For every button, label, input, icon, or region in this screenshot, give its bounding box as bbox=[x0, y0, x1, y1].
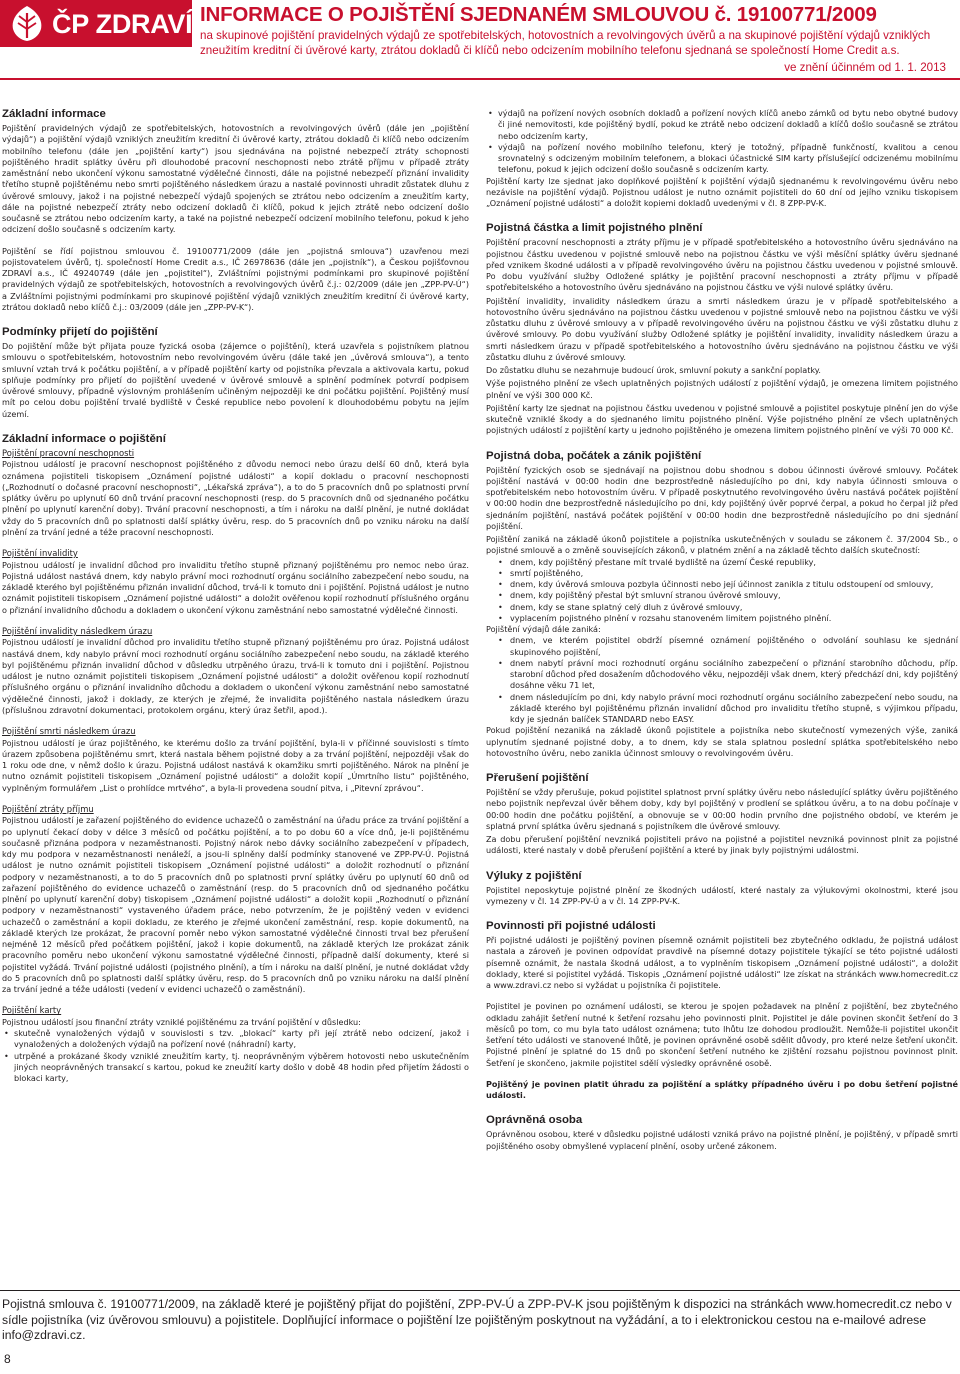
paragraph: Pojištění karty lze sjednat jako doplňkové pojištění k pojištění výdajů sjednanému k revolvingovému úvěru nebo nezávisle na pojištění výdajů. Pojistnou událost je nutno oznámit pojistiteli do 60 dní od jejího vzniku tiskopisem „Oznámení pojistné události“ a doložit kopiemi dokladů uvedenými v čl. 8 ZPP-PV-K. bbox=[486, 175, 958, 208]
paragraph: Oprávněnou osobou, které v důsledku pojistné události vzniká právo na pojistné plnění, je pojištěný, v případě smrti pojištěného osoby obmyšlené vyplacení plnění, osoby určené zákonem. bbox=[486, 1129, 958, 1151]
paragraph: Pojištění invalidity, invalidity následkem úrazu a smrti následkem úrazu je v případě spotřebitelského a hotovostního úvěru sjednáváno na pojistnou částku uvedenou v pojistné smlouvě nebo na pojistnou částku ve výši zůstatku dluhu z úvěrové smlouvy a v případě revolvingového úvěru na pojistnou částku ve výši zůstatku dluhu z úvěrové smlouvy. Po dobu využívání služby Odložené splátky je pojištění invalidity, invalidity následkem úrazu a smrti následkem úrazu v případě spotřebitelského a hotovostního úvěru sjednáváno na pojistnou částku ve výši zůstatku dluhu z úvěrové smlouvy. bbox=[486, 295, 958, 362]
paragraph: Za dobu přerušení pojištění nevzniká pojistiteli právo na pojistné a pojistitel nevzniká povinnost plnit za pojistné události, které nastaly v době přerušení pojištění a které by jinak byly pojistnými událostmi. bbox=[486, 834, 958, 856]
list-item: • dnem, kdy se stane splatný celý dluh z úvěrové smlouvy, bbox=[486, 602, 958, 613]
section-heading-break: Přerušení pojištění bbox=[486, 772, 589, 784]
logo-wordmark: ČP ZDRAVÍ bbox=[52, 9, 193, 39]
paragraph: Pojištění zaniká na základě úkonů pojistitele a pojistníka uskutečněných v souladu se zákonem č. 37/2004 Sb., o pojistné smlouvě a o změně souvisejících zákonů, v platném znění a na základě těchto dalších skutečností: bbox=[486, 534, 958, 556]
termination-list-2 bbox=[486, 635, 958, 725]
paragraph: Pojištění výdajů dále zaniká: bbox=[486, 624, 601, 634]
subheading-death: Pojištění smrti následkem úrazu bbox=[2, 726, 136, 736]
header-divider bbox=[0, 78, 960, 80]
paragraph: Pojistitel neposkytuje pojistné plnění ze škodných událostí, které nastaly za výlukovými okolnostmi, které jsou vymezeny v čl. 14 ZPP-PV-Ú a v čl. 14 ZPP-PV-K. bbox=[486, 884, 958, 906]
paragraph: Pojistnou událostí je invalidní důchod pro invaliditu třetího stupně přiznaný pojištěnému pro nemoc nebo úraz. Pojistná událost nastává dnem, kdy nabylo právní moci rozhodnutí orgánu sociálního zabezpečení nebo soudu, na základě kterého byl pojištěnému přiznán invalidní důchod, trvá-li k tomuto dni i pojištění. Pojistná událost je nutno oznámit pojistiteli tiskopisem „Oznámení pojistné události“ a doložit ověřenou kopií rozhodnutí příslušného orgánu o přiznání invalidního důchodu a dokladem o ukončení výkonu zaměstnání nebo samostatné výdělečné činnosti. bbox=[2, 559, 469, 615]
section-heading-amount: Pojistná částka a limit pojistného plnění bbox=[486, 222, 703, 235]
brand-logo bbox=[0, 0, 192, 47]
paragraph: Při pojistné události je pojištěný povinen písemně oznámit pojistiteli bez zbytečného odkladu, že pojistná událost nastala a zároveň je povinen odpovídat pravdivě na písemné dotazy pojistitele týkající se této pojistné události písemně oznámit, že nastala škodná událost, a to vyplněním tiskopisem „Oznámení pojistné události“, a doložit doklady, které si pojistitel vyžádá. Tiskopis „Oznámení pojistné události“ lze získat na stránkách www.homecredit.cz a www.zdravi.cz nebo si vyžádat u pojistníka či pojistitele. bbox=[486, 935, 958, 990]
subheading-incapacity: Pojištění pracovní neschopnosti bbox=[2, 447, 135, 458]
list-item: • dnem nabytí právní moci rozhodnutí orgánu sociálního zabezpečení o přiznání starobního důchodu, příp. starobní důchod před dosažením důchodového věku, nejpozději však dnem, který předchází dni, kdy pojištěný dosáhne věku 71 let, bbox=[486, 658, 958, 692]
card-list bbox=[2, 1028, 469, 1084]
list-item: • dnem, kdy pojištěný přestal být smluvní stranou úvěrové smlouvy, bbox=[486, 590, 958, 601]
termination-list bbox=[486, 557, 958, 625]
leaf-logo-icon bbox=[8, 5, 46, 42]
list-item: • dnem, kdy pojištěný přestane mít trvalé bydliště na území České republiky, bbox=[486, 557, 958, 568]
section-heading-authorized: Oprávněná osoba bbox=[486, 1114, 583, 1127]
paragraph-bold: Pojištěný je povinen platit úhradu za pojištění a splátky případného úvěru i po dobu šetření pojistné události. bbox=[486, 1078, 958, 1100]
subheading-invalidity-injury: Pojištění invalidity následkem úrazu bbox=[2, 625, 153, 636]
paragraph: Pojistnou událostí je zařazení pojištěného do evidence uchazečů o zaměstnání na úřadu práce za trvání pojištění a po uplynutí čekací doby v délce 3 měsíců od počátku pojištění, a to po dobu 60 a více dnů, je-li pojištěnému současně přiznána podpora v nezaměstnanosti. Pojistný nárok nebo dávky sociálního zabezpečení v případech, kdy mu podpora v nezaměstnanosti nenáleží, a jsou-li splněny další podmínky stanovené ve ZPP-PV-Ú. Pojistná událost je nutno oznámit pojistiteli tiskopisem „Oznámení pojistné události“ a doložit rozhodnutí o přiznání podpory v nezaměstnanosti, a to do 5 pracovních dnů po splatnosti první splátky úvěru po uplynutí 60 dnů od zařazení pojištěného do evidence uchazečů o zaměstnání (resp. do 5 pracovních dnů od sjednaného počátku plnění po uplynutí karenční doby) tiskopisem „Oznámení pojistné události“ a doložit kopii „Rozhodnutí o přiznání podpory v nezaměstnanosti“ vystaveného úřadem práce, nebo potvrzením, že je pojištěný veden v evidenci uchazečů o zaměstnání a kopii dokladu, ze kterého je zřejmé ukončení zaměstnání, resp. kopie dokumentů, na základě kterých lze prokázat, že pracovní poměr nebo výkon samostatné výdělečné činnosti trval bez přerušení nejméně 12 měsíců před počátkem pojištění, jakož i kopie dokumentů, na základě kterých lze prokázat zánik pracovního poměru nebo ukončení výkonu samostatné výdělečné činnosti, případně další dokumenty, které si pojistitel vyžádá. Trvání pojistné události (pojistného plnění), a tím i nároku na další plnění, je nutné dokládat vždy do 5 pracovních dnů po splatnosti další splátky úvěru, resp. do 5 pracovních dnů po vzniku nároku na další plnění za trvání jedné a téže události (vedení v evidenci uchazečů o zaměstnání). bbox=[2, 815, 469, 994]
subheading-income: Pojištění ztráty příjmu bbox=[2, 803, 94, 814]
left-column bbox=[2, 108, 469, 1084]
paragraph: Pojištění pracovní neschopnosti a ztráty příjmu je v případě spotřebitelského a hotovostního úvěru sjednáváno na pojistnou částku uvedenou v pojistné smlouvě nebo na pojistnou částku ve výši měsíční splátky úvěru sjednané před vznikem škodné události a v případě revolvingového úvěru na pojistnou částku uvedenou v pojistné smlouvě. Po dobu využívání služby Odložené splátky je pojištění pracovní neschopnosti a ztráty příjmu v případě spotřebitelského a hotovostního úvěru sjednáváno na pojistnou částku ve výši nulové splátky úvěru. bbox=[486, 237, 958, 293]
section-heading-info: Základní informace o pojištění bbox=[2, 432, 166, 445]
footer-divider bbox=[0, 1290, 960, 1291]
paragraph: Výše pojistného plnění ze všech uplatněných pojistných událostí z pojištění výdajů, je omezena limitem pojistného plnění ve výši 300 000 Kč. bbox=[486, 378, 958, 400]
document-subtitle: na skupinové pojištění pravidelných výdajů ze spotřebitelských, hotovostních a revolvingových úvěrů a na skupinové pojištění výdajů vzniklých zneužitím kreditní či úvěrové karty, ztrátou dokladů či klíčů nebo odcizením mobilního telefonu sjednaná se společností Home Credit a.s. bbox=[200, 29, 931, 57]
paragraph: Do zůstatku dluhu se nezahrnuje budoucí úrok, smluvní pokuty a sankční poplatky. bbox=[486, 365, 821, 375]
page-number: 8 bbox=[4, 1352, 11, 1366]
list-item: • smrtí pojištěného, bbox=[486, 568, 958, 579]
paragraph: Pojistnou událostí je pracovní neschopnost pojištěného z důvodu nemoci nebo úrazu delší 60 dnů, která byla oznámena pojistiteli tiskopisem „Oznámení pojistné události“ a kopií dokladu o pracovní neschopnosti („Rozhodnutí o dočasné pracovní neschopnosti“, „Lékařská zpráva“), a to do 5 pracovních dnů po splatnosti první splátky úvěru po uplynutí 60 dnů trvání pracovní neschopnosti (resp. do 5 pracovních dnů od sjednaného počátku plnění po uplynutí karenční doby). Trvání pracovní neschopnosti, a tím i nároku na další plnění, je nutné dokládat vždy do 5 pracovních dnů po splatnosti další splátky úvěru, resp. do 5 pracovních dnů po vzniku nároku na další plnění za trvání jedné a téže pracovní neschopnosti. bbox=[2, 459, 469, 537]
paragraph: Pojištění se řídí pojistnou smlouvou č. 19100771/2009 (dále jen „pojistná smlouva“) uzavřenou mezi pojistovatelem úvěrů, tj. společností Home Credit a.s., IČ 26978636 (dále jen „pojistník“), a Českou pojišťovnou ZDRAVÍ a.s., IČ 49240749 (dále jen „pojistitel“), Zvláštními pojistnými podmínkami pro skupinové pojištění pravidelných výdajů ze spotřebitelských, hotovostních a revolvingových úvěrů č.j.: 02/2009 (dále jen „ZPP-PV-Ú“) a Zvláštními pojistnými podmínkami pro skupinové pojištění výdajů vzniklých zneužitím kreditní či úvěrové karty, ztrátou dokladů nebo klíčů č.j.: 03/2009 (dále jen „ZPP-PV-K“). bbox=[2, 245, 469, 312]
footer-note: Pojistná smlouva č. 19100771/2009, na základě které je pojištěný přijat do pojištění, ZPP-PV-Ú a ZPP-PV-K jsou pojištěným k dispozici na stránkách www.homecredit.cz nebo v sídle pojistníka (viz úvěrovou smlouvu) a pojistitele. Doplňující informace o pojištění lze pojištěným poskytnout na vyžádání, a to i elektronickou cestou na e-mailové adrese info@zdravi.cz. bbox=[2, 1297, 952, 1342]
paragraph: Pojištění pravidelných výdajů ze spotřebitelských, hotovostních a revolvingových úvěrů (dále jen „pojištění výdajů“) a pojištění výdajů vzniklých zneužitím kreditní či úvěrové karty, ztrátou dokladů či klíčů nebo odcizením mobilního telefonu (dále jen „pojištění karty“) jsou sjednávána na pojistné nebezpečí ztráty schopnosti pojištěného hradit splátky úvěru při dlouhodobé pracovní neschopnosti nebo ztrátě příjmu v případě ztráty zaměstnání nebo ukončení výkonu samostatné výdělečné činnosti, dále na pojistné nebezpečí přiznání invalidity třetího stupně pojištěnému nebo smrti pojištěného následkem úrazu a nastalé povinnosti uhradit zůstatek dluhu z úvěrové smlouvy, jakož i na pojistné nebezpečí výdajů spojených se ztrátou nebo odcizením a zneužitím karty, dále na pojistné nebezpečí ztráty nebo odcizení dokladů či klíčů, pokud k jejich ztrátě nebo odcizení došlo současně se ztrátou nebo odcizením karty, a také na pojistné nebezpečí odcizení mobilního telefonu, pokud k jeho odcizení došlo současně s odcizením karty. bbox=[2, 123, 469, 235]
paragraph: Pojištění se vždy přerušuje, pokud pojistitel splatnost první splátky úvěru nebo následující splátky úvěru pojištěného nebo pojistník nepřevzal úvěr během doby, kdy byl pojištěný v prodlení se splátkou úvěru, a to na dobu počínaje v 00:00 hodin dne počátku pojištění, a obnovuje se v 00:00 hodin prvního dne pojistného období, ve kterém je splatná první splátka úvěru sjednaná s pojistníkem dle úvěrové smlouvy. bbox=[486, 787, 958, 831]
list-item: • výdajů na pořízení nových osobních dokladů a pořízení nových klíčů anebo zámků od bytu nebo obytné budovy či jiné nemovitosti, kde pojištěný bydlí, pokud ke ztrátě nebo odcizení dokladů a klíčů došlo současně se ztrátou nebo odcizením karty, bbox=[486, 108, 958, 142]
subheading-invalidity: Pojištění invalidity bbox=[2, 548, 78, 558]
paragraph: Pojistnou událostí jsou finanční ztráty vzniklé pojištěnému za trvání pojištění v důsledku: bbox=[2, 1016, 361, 1027]
list-item: • skutečně vynaložených výdajů v souvislosti s tzv. „blokací“ karty při její ztrátě nebo odcizení, jakož i vynaložených a doložených výdajů na pořízení nové (náhradní) karty, bbox=[2, 1028, 469, 1051]
section-heading-period: Pojistná doba, počátek a zánik pojištění bbox=[486, 449, 702, 462]
section-heading-basic: Základní informace bbox=[2, 108, 106, 120]
subheading-card: Pojištění karty bbox=[2, 1005, 62, 1016]
document-title: INFORMACE O POJIŠTĚNÍ SJEDNANÉM SMLOUVOU č. 19100771/2009 bbox=[200, 3, 877, 26]
list-item: • vyplacením pojistného plnění v rozsahu stanoveném limitem pojistného plnění. bbox=[486, 613, 958, 624]
list-item: • dnem, ve kterém pojistitel obdrží písemné oznámení pojištěného o odvolání souhlasu ke sjednání skupinového pojištění, bbox=[486, 635, 958, 658]
paragraph: Pojištění karty lze sjednat na pojistnou částku uvedenou v pojistné smlouvě a pojistitel poskytuje plnění jen do výše skutečně vzniklé škody a do sjednaného limitu pojistného plnění. Výše pojistného plnění ze všech uplatněných pojistných událostí z pojištění karty u jednoho pojištěného je omezena limitem pojistného plnění ve výši 70 000 Kč. bbox=[486, 402, 958, 436]
section-heading-duties: Povinnosti při pojistné události bbox=[486, 920, 656, 932]
section-heading-exclusions: Výluky z pojištění bbox=[486, 869, 582, 882]
list-item: • výdajů na pořízení nového mobilního telefonu, který je totožný, případně funkčností, kvalitou a cenou srovnatelný s odcizeným mobilním telefonem, a blokaci účastnické SIM karty příslušející odcizenému mobilnímu telefonu, pokud k jejich odcizení došlo současně s odcizením karty. bbox=[486, 142, 958, 176]
paragraph: Pojistnou událostí je úraz pojištěného, ke kterému došlo za trvání pojištění, byla-li v příčinné souvislosti s tímto úrazem způsobena pojištěnému smrt, která nastala během pojistné doby a za trvání pojištění, nejpozději však do 1 roku ode dne, v němž došlo k úrazu. Pojistná událost nastává k okamžiku smrti pojištěného. Nárok na plnění je nutno oznámit pojistiteli tiskopisem „Oznámení pojistné události“ a doložit kopií „Úmrtního listu“ pojištěného, vyplněným formulářem „List o prohlídce mrtvého“, a byla-li provedena soudní pitva, i „Pitevní zprávou“. bbox=[2, 737, 469, 793]
card-list-continued bbox=[486, 108, 958, 176]
paragraph: Pojistitel je povinen po oznámení události, se kterou je spojen požadavek na plnění z pojištění, bez zbytečného odkladu zahájit šetření nutné k šetření rozsahu jeho povinnosti plnit. Pojistitel je dále povinen skončit šetření do 3 měsíců po tom, co mu byla tato událost oznámena; tuto lhůtu lze dohodou prodloužit. Nemůže-li pojistitel ukončit šetření této události ve stanovené lhůtě, je povinen oprávněné osobě sdělit důvody, pro které nelze šetření ukončit. Pojistné plnění je splatné do 15 dnů po skončení šetření nutného ke zjištění rozsahu pojistnou povinnost plnit. Šetření je skončeno, jakmile pojistitel sdělí výsledky oprávněné osobě. bbox=[486, 1001, 958, 1068]
paragraph: Do pojištění může být přijata pouze fyzická osoba (zájemce o pojištění), která uzavřela s pojistníkem platnou smlouvu o spotřebitelském, hotovostním nebo revolvingovém úvěru (dále také jen „úvěrová smlouva“), a tento smluvní vztah trvá k počátku pojištění, a v případě pojištění karty od pojistníka převzala a aktivovala kartu, pokud splňuje podmínky pro přijetí do pojištění uvedené v úvěrové smlouvě a splnění podmínek potvrdí podpisem úvěrové smlouvy, případně výslovným prohlášením učiněným nejpozději ke dni počátku pojištění. Pojištěný musí mít po celou dobu pojištění trvalé bydliště v České republice nebo povolení k dlouhodobému pobytu na jejím území. bbox=[2, 341, 469, 419]
paragraph: Pojistnou událostí je invalidní důchod pro invaliditu třetího stupně přiznaný pojištěnému pro úraz. Pojistná událost nastává dnem, kdy nabylo právní moci rozhodnutí orgánu sociálního zabezpečení nebo soudu, na základě kterého byl pojištěnému přiznán invalidní důchod v důsledku utrpěného úrazu, trvá-li k tomuto dni i pojištění. Pojistnou událost je nutno oznámit pojistiteli tiskopisem „Oznámení pojistné události“ a doložit ověřenou kopií rozhodnutí příslušného orgánu o přiznání invalidního důchodu a dokladem o ukončení výkonu zaměstnání nebo samostatné výdělečné činnosti, jakož i doklady, ze kterých je zřejmé, že invalidita pojištěného nastala následkem úrazu (příslušnou zdravotní dokumentaci, protokolem orgánu, který úraz šetřil, apod.). bbox=[2, 637, 469, 715]
section-heading-conditions: Podmínky přijetí do pojištění bbox=[2, 326, 158, 338]
list-item: • dnem, kdy úvěrová smlouva pozbyla účinnosti nebo její účinnost zanikla z titulu odstoupení od smlouvy, bbox=[486, 579, 958, 590]
paragraph: Pokud pojištění nezaniká na základě úkonů pojistitele a pojistníka nebo skutečností vymezených výše, zaniká uplynutím sjednané pojistné doby, a to dnem, kdy se stala splatnou poslední splátka spotřebitelského nebo hotovostního úvěru, nebo zanikla účinnost smlouvy o revolvingovém úvěru. bbox=[486, 725, 958, 758]
paragraph: Pojištění fyzických osob se sjednávají na pojistnou dobu shodnou s dobou účinnosti úvěrové smlouvy. Počátek pojištění nastává v 00:00 hodin dne bezprostředně následujícího po dni, kdy nabyla účinnosti smlouva o spotřebitelském nebo hotovostním úvěru. V případě poskytnutého revolvingového úvěru nastává počátek pojištění v 00:00 hodin dne bezprostředně následujícího po dni, kdy pojištěný úvěr poprvé čerpal, a pokud ho čerpal již před sjednáním pojištění, nastává počátek pojištění v 00:00 hodin dne bezprostředně následujícího po dni sjednání pojištění. bbox=[486, 464, 958, 531]
list-item: • dnem následujícím po dni, kdy nabylo právní moci rozhodnutí orgánu sociálního zabezpečení nebo soudu, na základě kterého byl pojištěnému přiznán invalidní důchod pro invaliditu třetího stupně, s výjimkou případu, kdy je sjednán balíček STANDARD nebo EASY. bbox=[486, 692, 958, 726]
effective-date: ve znění účinném od 1. 1. 2013 bbox=[784, 61, 946, 74]
right-column bbox=[486, 108, 958, 1152]
list-item: • utrpěné a prokázané škody vzniklé zneužitím karty, tj. neoprávněným výběrem hotovosti nebo uskutečněním jiných neoprávněných transakcí s kartou, pokud ke zneužití karty došlo v době 48 hodin před přijetím žádosti o blokaci karty, bbox=[2, 1051, 469, 1085]
